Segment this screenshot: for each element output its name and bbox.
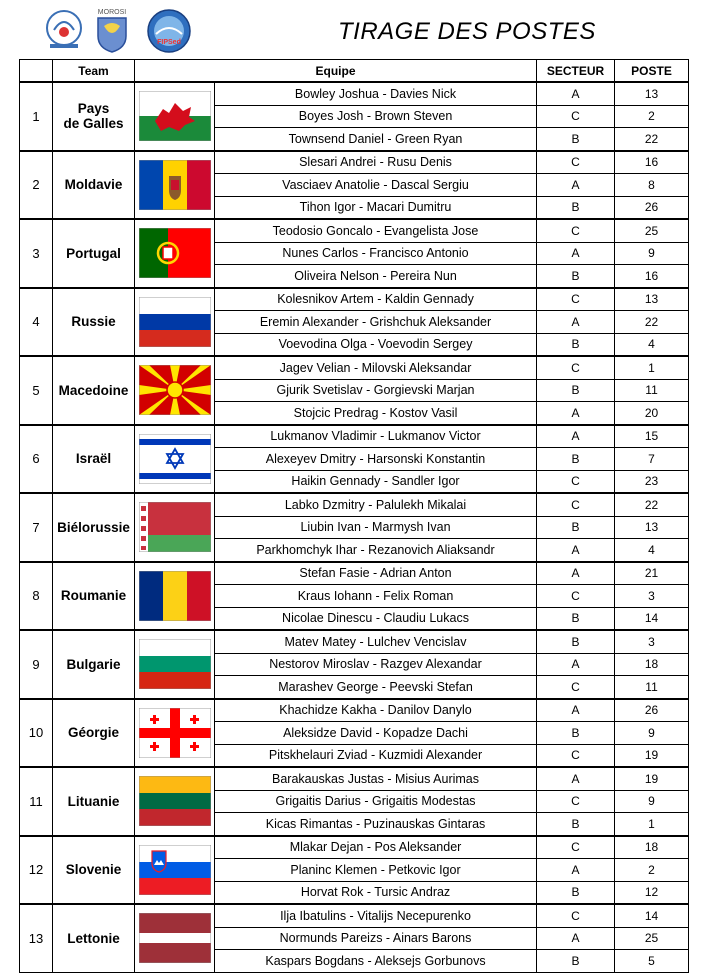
team-members: Mlakar Dejan - Pos Aleksander <box>215 836 537 859</box>
sector-cell: B <box>537 196 615 219</box>
post-cell: 3 <box>615 630 689 653</box>
post-cell: 11 <box>615 676 689 699</box>
team-country: Israël <box>53 425 135 494</box>
table-row <box>20 904 689 927</box>
sector-cell: B <box>537 448 615 471</box>
post-cell: 25 <box>615 927 689 950</box>
team-country: Lituanie <box>53 767 135 836</box>
team-number: 5 <box>20 356 53 425</box>
sector-cell: A <box>537 82 615 105</box>
post-cell: 3 <box>615 585 689 608</box>
team-members: Kaspars Bogdans - Aleksejs Gorbunovs <box>215 950 537 973</box>
moldova-flag-icon <box>139 160 211 210</box>
team-members: Lukmanov Vladimir - Lukmanov Victor <box>215 425 537 448</box>
team-country: Bulgarie <box>53 630 135 699</box>
sector-cell: C <box>537 676 615 699</box>
team-flag <box>135 562 215 631</box>
table-row <box>20 493 689 516</box>
team-number: 13 <box>20 904 53 972</box>
team-country: Roumanie <box>53 562 135 631</box>
team-flag <box>135 767 215 836</box>
sector-cell: A <box>537 562 615 585</box>
sector-cell: C <box>537 585 615 608</box>
team-number: 7 <box>20 493 53 562</box>
sector-cell: A <box>537 699 615 722</box>
sector-cell: B <box>537 607 615 630</box>
team-country: Russie <box>53 288 135 357</box>
table-row <box>20 767 689 790</box>
team-flag <box>135 82 215 151</box>
post-cell: 13 <box>615 288 689 311</box>
post-cell: 1 <box>615 813 689 836</box>
team-number: 10 <box>20 699 53 768</box>
sector-cell: C <box>537 493 615 516</box>
team-members: Jagev Velian - Milovski Aleksandar <box>215 356 537 379</box>
team-members: Planinc Klemen - Petkovic Igor <box>215 859 537 882</box>
team-members: Pitskhelauri Zviad - Kuzmidi Alexander <box>215 744 537 767</box>
sector-cell: A <box>537 402 615 425</box>
team-country: Slovenie <box>53 836 135 905</box>
sector-cell: C <box>537 219 615 242</box>
table-row <box>20 836 689 859</box>
post-cell: 5 <box>615 950 689 973</box>
sector-cell: B <box>537 630 615 653</box>
sector-cell: A <box>537 927 615 950</box>
team-members: Gjurik Svetislav - Gorgievski Marjan <box>215 379 537 402</box>
team-members: Alexeyev Dmitry - Harsonski Konstantin <box>215 448 537 471</box>
sector-cell: C <box>537 904 615 927</box>
lithuania-flag-icon <box>139 776 211 826</box>
team-members: Teodosio Goncalo - Evangelista Jose <box>215 219 537 242</box>
table-row <box>20 630 689 653</box>
sector-cell: A <box>537 311 615 334</box>
team-flag <box>135 288 215 357</box>
sector-cell: B <box>537 333 615 356</box>
sector-cell: A <box>537 174 615 197</box>
team-number: 4 <box>20 288 53 357</box>
federation-logo <box>42 8 86 52</box>
team-members: Parkhomchyk Ihar - Rezanovich Aliaksandr <box>215 539 537 562</box>
draw-table <box>19 59 689 973</box>
sector-cell: B <box>537 265 615 288</box>
team-flag <box>135 836 215 905</box>
portugal-flag-icon <box>139 228 211 278</box>
team-number: 6 <box>20 425 53 494</box>
team-country: Macedoine <box>53 356 135 425</box>
table-row <box>20 562 689 585</box>
team-members: Matev Matey - Lulchev Vencislav <box>215 630 537 653</box>
post-cell: 14 <box>615 904 689 927</box>
team-number: 11 <box>20 767 53 836</box>
team-members: Aleksidze David - Kopadze Dachi <box>215 722 537 745</box>
team-members: Boyes Josh - Brown Steven <box>215 105 537 128</box>
table-row <box>20 356 689 379</box>
team-flag <box>135 151 215 220</box>
latvia-flag-icon <box>139 913 211 963</box>
team-members: Vasciaev Anatolie - Dascal Sergiu <box>215 174 537 197</box>
slovenia-flag-icon <box>139 845 211 895</box>
team-members: Liubin Ivan - Marmysh Ivan <box>215 516 537 539</box>
team-flag <box>135 425 215 494</box>
sector-cell: C <box>537 790 615 813</box>
post-cell: 4 <box>615 539 689 562</box>
sector-cell: B <box>537 881 615 904</box>
team-members: Horvat Rok - Tursic Andraz <box>215 881 537 904</box>
team-flag <box>135 356 215 425</box>
team-flag <box>135 904 215 972</box>
team-members: Marashev George - Peevski Stefan <box>215 676 537 699</box>
team-flag <box>135 493 215 562</box>
team-number: 9 <box>20 630 53 699</box>
team-number: 3 <box>20 219 53 288</box>
post-cell: 18 <box>615 653 689 676</box>
team-country: Pays de Galles <box>53 82 135 151</box>
team-members: Kolesnikov Artem - Kaldin Gennady <box>215 288 537 311</box>
post-cell: 2 <box>615 859 689 882</box>
team-members: Labko Dzmitry - Palulekh Mikalai <box>215 493 537 516</box>
svg-text:MOROSI: MOROSI <box>97 9 127 16</box>
team-country: Portugal <box>53 219 135 288</box>
team-members: Voevodina Olga - Voevodin Sergey <box>215 333 537 356</box>
col-team-header: Team <box>53 60 135 83</box>
col-poste-header: POSTE <box>615 60 689 83</box>
post-cell: 8 <box>615 174 689 197</box>
team-members: Oliveira Nelson - Pereira Nun <box>215 265 537 288</box>
russia-flag-icon <box>139 297 211 347</box>
post-cell: 16 <box>615 151 689 174</box>
post-cell: 14 <box>615 607 689 630</box>
team-members: Kraus Iohann - Felix Roman <box>215 585 537 608</box>
post-cell: 26 <box>615 699 689 722</box>
post-cell: 9 <box>615 722 689 745</box>
sector-cell: C <box>537 356 615 379</box>
team-flag <box>135 630 215 699</box>
team-members: Kicas Rimantas - Puzinauskas Gintaras <box>215 813 537 836</box>
team-members: Townsend Daniel - Green Ryan <box>215 128 537 151</box>
fipsed-logo <box>144 8 194 54</box>
team-country: Moldavie <box>53 151 135 220</box>
team-country: Lettonie <box>53 904 135 972</box>
post-cell: 2 <box>615 105 689 128</box>
post-cell: 25 <box>615 219 689 242</box>
team-members: Normunds Pareizs - Ainars Barons <box>215 927 537 950</box>
sector-cell: B <box>537 722 615 745</box>
team-flag <box>135 699 215 768</box>
team-members: Stojcic Predrag - Kostov Vasil <box>215 402 537 425</box>
macedonia-flag-icon <box>139 365 211 415</box>
team-number: 1 <box>20 82 53 151</box>
post-cell: 18 <box>615 836 689 859</box>
sector-cell: C <box>537 151 615 174</box>
post-cell: 26 <box>615 196 689 219</box>
team-members: Barakauskas Justas - Misius Aurimas <box>215 767 537 790</box>
sector-cell: A <box>537 653 615 676</box>
svg-text:FIPSed: FIPSed <box>157 39 181 46</box>
sector-cell: A <box>537 539 615 562</box>
sector-cell: B <box>537 516 615 539</box>
col-index-header <box>20 60 53 83</box>
col-secteur-header: SECTEUR <box>537 60 615 83</box>
sector-cell: B <box>537 813 615 836</box>
sector-cell: C <box>537 288 615 311</box>
sector-cell: A <box>537 242 615 265</box>
post-cell: 1 <box>615 356 689 379</box>
team-members: Eremin Alexander - Grishchuk Aleksander <box>215 311 537 334</box>
post-cell: 11 <box>615 379 689 402</box>
sector-cell: B <box>537 950 615 973</box>
post-cell: 13 <box>615 516 689 539</box>
post-cell: 15 <box>615 425 689 448</box>
post-cell: 22 <box>615 493 689 516</box>
post-cell: 19 <box>615 767 689 790</box>
post-cell: 7 <box>615 448 689 471</box>
post-cell: 4 <box>615 333 689 356</box>
post-cell: 19 <box>615 744 689 767</box>
team-number: 2 <box>20 151 53 220</box>
wales-flag-icon <box>139 91 211 141</box>
sector-cell: A <box>537 859 615 882</box>
post-cell: 22 <box>615 311 689 334</box>
post-cell: 9 <box>615 790 689 813</box>
team-members: Grigaitis Darius - Grigaitis Modestas <box>215 790 537 813</box>
georgia-flag-icon <box>139 708 211 758</box>
sector-cell: C <box>537 744 615 767</box>
table-row <box>20 425 689 448</box>
sector-cell: B <box>537 128 615 151</box>
page-title: TIRAGE DES POSTES <box>338 18 596 45</box>
team-members: Nicolae Dinescu - Claudiu Lukacs <box>215 607 537 630</box>
romania-flag-icon <box>139 571 211 621</box>
belarus-flag-icon <box>139 502 211 552</box>
bulgaria-flag-icon <box>139 639 211 689</box>
post-cell: 12 <box>615 881 689 904</box>
israel-flag-icon <box>139 434 211 484</box>
table-row <box>20 699 689 722</box>
team-members: Tihon Igor - Macari Dumitru <box>215 196 537 219</box>
morosi-logo <box>92 6 132 54</box>
post-cell: 22 <box>615 128 689 151</box>
sector-cell: A <box>537 425 615 448</box>
team-country: Biélorussie <box>53 493 135 562</box>
table-row <box>20 219 689 242</box>
sector-cell: C <box>537 470 615 493</box>
team-number: 8 <box>20 562 53 631</box>
team-number: 12 <box>20 836 53 905</box>
team-members: Stefan Fasie - Adrian Anton <box>215 562 537 585</box>
table-header-row <box>20 60 689 83</box>
sector-cell: B <box>537 379 615 402</box>
team-members: Slesari Andrei - Rusu Denis <box>215 151 537 174</box>
post-cell: 9 <box>615 242 689 265</box>
team-members: Bowley Joshua - Davies Nick <box>215 82 537 105</box>
col-equipe-header: Equipe <box>135 60 537 83</box>
table-row <box>20 288 689 311</box>
post-cell: 21 <box>615 562 689 585</box>
post-cell: 20 <box>615 402 689 425</box>
team-members: Ilja Ibatulins - Vitalijs Necepurenko <box>215 904 537 927</box>
table-row <box>20 151 689 174</box>
team-flag <box>135 219 215 288</box>
sector-cell: A <box>537 767 615 790</box>
sector-cell: C <box>537 836 615 859</box>
team-members: Khachidze Kakha - Danilov Danylo <box>215 699 537 722</box>
team-members: Nunes Carlos - Francisco Antonio <box>215 242 537 265</box>
table-row <box>20 82 689 105</box>
post-cell: 16 <box>615 265 689 288</box>
post-cell: 13 <box>615 82 689 105</box>
logo-group <box>42 6 202 56</box>
post-cell: 23 <box>615 470 689 493</box>
team-members: Nestorov Miroslav - Razgev Alexandar <box>215 653 537 676</box>
team-members: Haikin Gennady - Sandler Igor <box>215 470 537 493</box>
sector-cell: C <box>537 105 615 128</box>
team-country: Géorgie <box>53 699 135 768</box>
